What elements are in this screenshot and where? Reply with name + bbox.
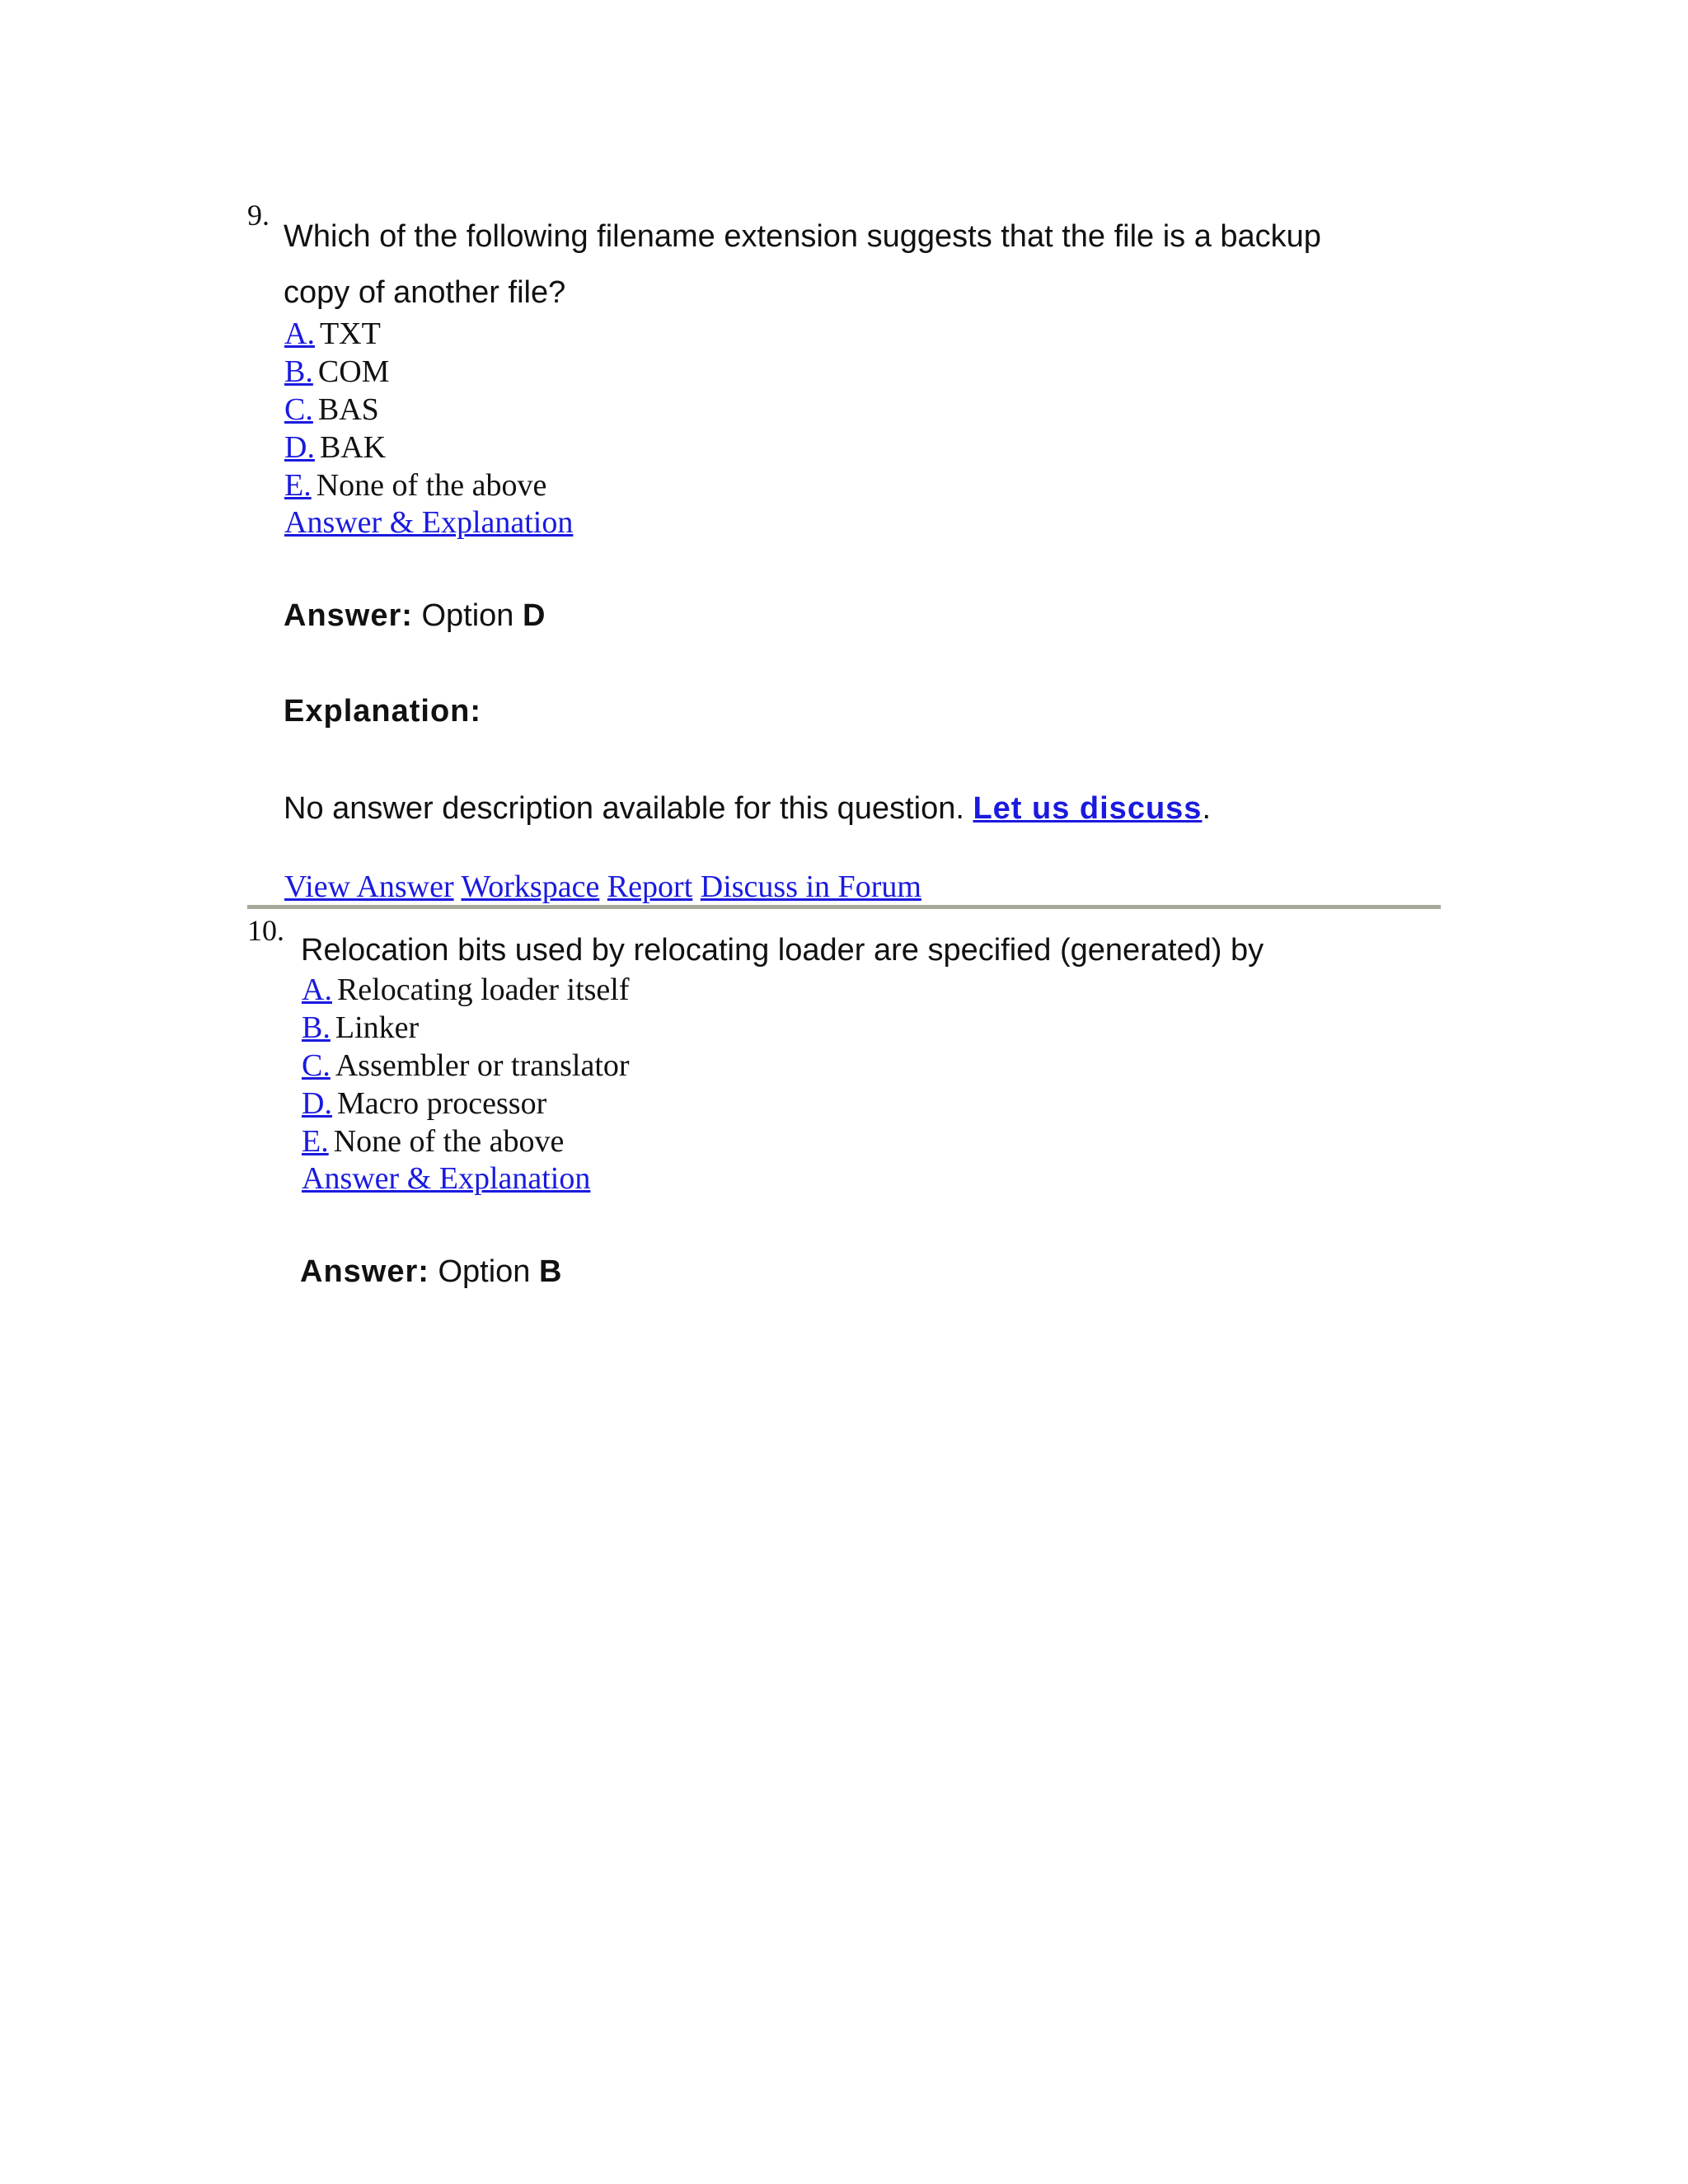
option-text: Macro processor xyxy=(336,1086,547,1121)
option-text: BAS xyxy=(317,392,379,427)
question-text xyxy=(284,208,1321,321)
question-text-line: copy of another file? xyxy=(284,275,566,310)
view-answer-link[interactable]: View Answer xyxy=(284,869,454,904)
explanation-body: No answer description available for this question. xyxy=(284,791,964,826)
answer-explanation-link[interactable]: Answer & Explanation xyxy=(284,505,574,540)
let-us-discuss-link[interactable]: Let us discuss xyxy=(973,791,1203,826)
option-b xyxy=(284,353,389,391)
answer-explanation-link[interactable]: Answer & Explanation xyxy=(302,1161,591,1196)
option-text: None of the above xyxy=(316,468,547,503)
report-link[interactable]: Report xyxy=(607,869,693,904)
answer-option: B xyxy=(539,1254,562,1289)
option-b xyxy=(302,1009,419,1047)
option-text: COM xyxy=(317,354,390,389)
option-e-link[interactable]: E. xyxy=(284,468,312,503)
option-text: TXT xyxy=(319,316,381,351)
question-number: 9. xyxy=(247,199,270,232)
option-text: Assembler or translator xyxy=(335,1048,630,1083)
option-b-link[interactable]: B. xyxy=(302,1010,331,1045)
explanation-suffix: . xyxy=(1202,791,1211,826)
answer-prefix: Option xyxy=(438,1254,531,1289)
question-number: 10. xyxy=(247,914,284,947)
option-c xyxy=(284,391,379,429)
option-a xyxy=(302,971,630,1009)
question-divider xyxy=(247,905,1441,909)
option-d-link[interactable]: D. xyxy=(302,1086,332,1121)
option-a-link[interactable]: A. xyxy=(284,316,315,351)
answer-label: Answer: xyxy=(284,598,413,633)
action-links xyxy=(284,869,921,905)
option-c xyxy=(302,1047,630,1085)
option-e-link[interactable]: E. xyxy=(302,1124,329,1159)
explanation-label: Explanation: xyxy=(284,694,482,729)
answer-option: D xyxy=(523,598,546,633)
option-a xyxy=(284,315,381,353)
option-d xyxy=(284,429,386,466)
option-e xyxy=(284,466,546,504)
option-text: BAK xyxy=(319,430,387,465)
option-a-link[interactable]: A. xyxy=(302,972,332,1007)
discuss-in-forum-link[interactable]: Discuss in Forum xyxy=(700,869,921,904)
option-text: Linker xyxy=(335,1010,420,1045)
question-text-line: Relocation bits used by relocating loader are specified (generated) by xyxy=(301,933,1264,968)
answer-line xyxy=(300,1254,561,1290)
option-text: Relocating loader itself xyxy=(336,972,630,1007)
option-d-link[interactable]: D. xyxy=(284,430,315,465)
workspace-link[interactable]: Workspace xyxy=(461,869,600,904)
option-b-link[interactable]: B. xyxy=(284,354,313,389)
explanation-text xyxy=(284,791,1211,827)
question-text-line: Which of the following filename extension suggests that the file is a backup xyxy=(284,219,1321,254)
option-c-link[interactable]: C. xyxy=(284,392,313,427)
answer-line xyxy=(284,598,545,634)
option-d xyxy=(302,1085,546,1122)
answer-prefix: Option xyxy=(421,598,514,633)
option-text: None of the above xyxy=(333,1124,565,1159)
option-c-link[interactable]: C. xyxy=(302,1048,331,1083)
answer-label: Answer: xyxy=(300,1254,429,1289)
option-e xyxy=(302,1122,564,1160)
